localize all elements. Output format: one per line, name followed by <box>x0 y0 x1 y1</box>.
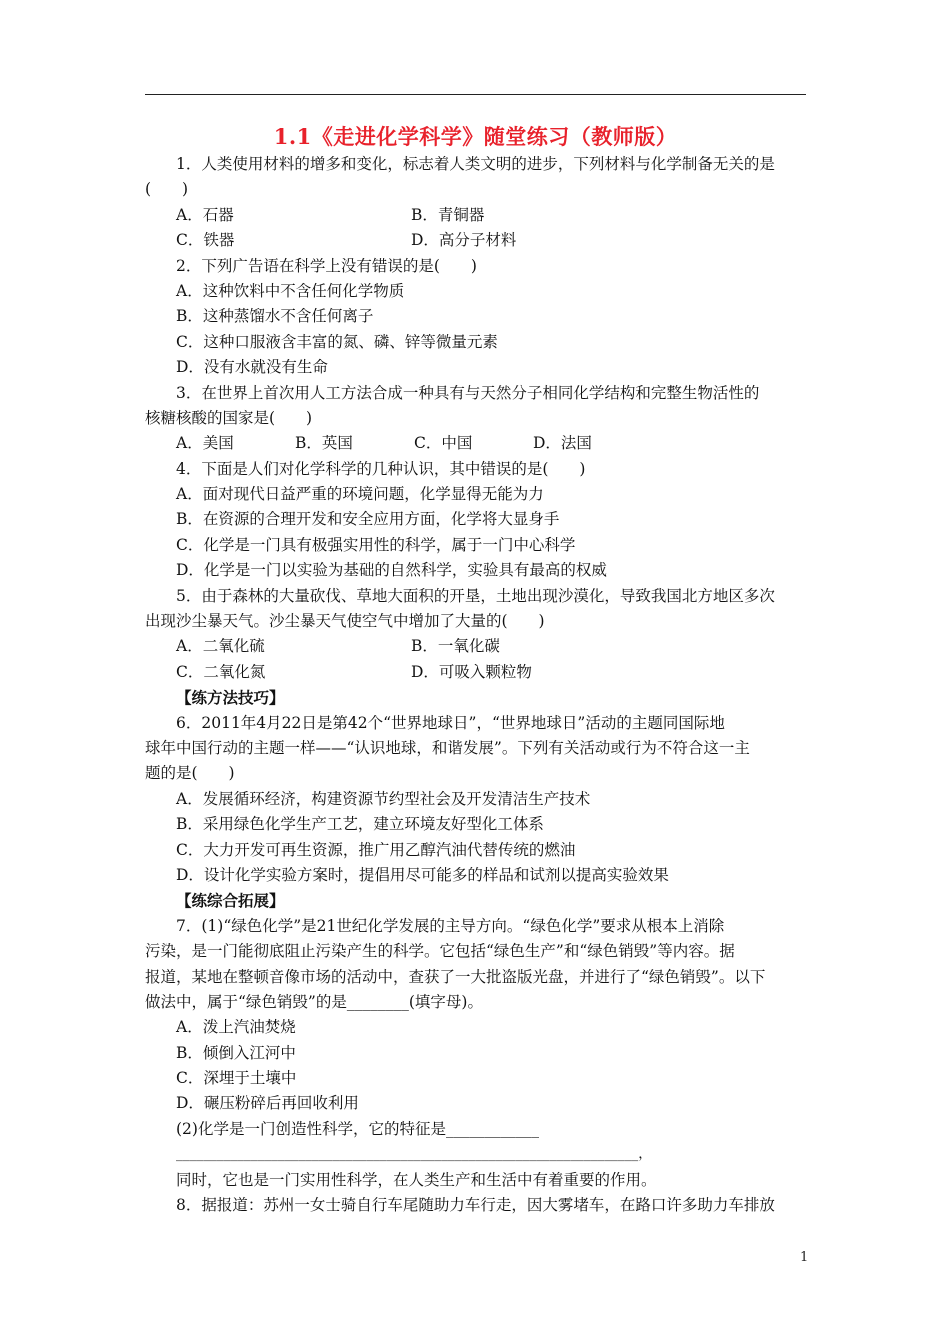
option-c: C．大力开发可再生资源，推广用乙醇汽油代替传统的燃油 <box>176 840 576 859</box>
option-c: C．二氧化氮 <box>176 662 266 681</box>
option-b: B．采用绿色化学生产工艺，建立环境友好型化工体系 <box>176 815 544 834</box>
question-stem: 4．下面是人们对化学科学的几种认识，其中错误的是( ) <box>176 459 586 478</box>
question-stem: 5．由于森林的大量砍伐、草地大面积的开垦，土地出现沙漠化，导致我国北方地区多次 <box>176 586 775 605</box>
question-2 <box>145 254 806 381</box>
option-c: C．这种口服液含丰富的氮、磷、锌等微量元素 <box>176 332 498 351</box>
question-4 <box>145 457 806 584</box>
option-row <box>145 228 806 253</box>
question-stem: 污染，是一门能彻底阻止污染产生的科学。它包括“绿色生产”和“绿色销毁”等内容。据 <box>145 942 735 961</box>
question-stem: 报道，某地在整顿音像市场的活动中，查获了一大批盗版光盘，并进行了“绿色销毁”。以下 <box>145 967 766 986</box>
question-6 <box>145 711 806 889</box>
option-a: A．发展循环经济，构建资源节约型社会及开发清洁生产技术 <box>176 789 591 808</box>
option-a: A．二氧化硫 <box>176 637 265 656</box>
question-stem: 题的是( ) <box>145 764 235 783</box>
option-row <box>145 660 806 685</box>
option-c: C．铁器 <box>176 231 235 250</box>
answer-blank: ____________________________________________________________________， <box>176 1146 652 1163</box>
option-b: B．这种蒸馏水不含任何离子 <box>176 307 374 326</box>
question-stem: 8．据报道：苏州一女士骑自行车尾随助力车行走，因大雾堵车，在路口许多助力车排放 <box>176 1196 775 1215</box>
question-1 <box>145 152 806 254</box>
option-row <box>145 431 806 456</box>
section-heading: 【练综合拓展】 <box>176 891 285 911</box>
option-a: A．这种饮料中不含任何化学物质 <box>176 281 405 300</box>
question-stem: 同时，它也是一门实用性科学，在人类生产和生活中有着重要的作用。 <box>176 1170 657 1189</box>
option-a: A．石器 <box>176 205 234 224</box>
option-a: A．面对现代日益严重的环境问题，化学显得无能为力 <box>176 485 544 504</box>
section-heading: 【练方法技巧】 <box>176 688 285 708</box>
page-number: 1 <box>800 1250 809 1265</box>
option-c: C．化学是一门具有极强实用性的科学，属于一门中心科学 <box>176 535 576 554</box>
question-8 <box>145 1193 806 1218</box>
option-b: B．在资源的合理开发和安全应用方面，化学将大显身手 <box>176 510 560 529</box>
question-5 <box>145 584 806 686</box>
question-stem: 1．人类使用材料的增多和变化，标志着人类文明的进步，下列材料与化学制备无关的是 <box>176 155 775 173</box>
question-stem: 3．在世界上首次用人工方法合成一种具有与天然分子相同化学结构和完整生物活性的 <box>176 383 760 402</box>
option-b: B．英国 <box>295 434 353 453</box>
option-d: D．设计化学实验方案时，提倡用尽可能多的样品和试剂以提高实验效果 <box>176 865 669 884</box>
question-stem: 出现沙尘暴天气。沙尘暴天气使空气中增加了大量的( ) <box>145 612 545 631</box>
question-stem: 做法中，属于“绿色销毁”的是________(填字母)。 <box>145 992 483 1011</box>
document-body <box>145 152 806 1218</box>
option-d: D．可吸入颗粒物 <box>411 662 532 681</box>
question-3 <box>145 381 806 457</box>
question-stem: 7．(1)“绿色化学”是21世纪化学发展的主导方向。“绿色化学”要求从根本上消除 <box>176 916 725 935</box>
option-row <box>145 634 806 659</box>
question-7 <box>145 914 806 1193</box>
option-d: D．碾压粉碎后再回收利用 <box>176 1094 359 1113</box>
option-row <box>145 203 806 228</box>
option-c: C．深埋于土壤中 <box>176 1069 297 1088</box>
option-a: A．美国 <box>176 434 234 453</box>
question-stem: 核糖核酸的国家是( ) <box>145 408 313 427</box>
option-b: B．倾倒入江河中 <box>176 1043 296 1062</box>
option-c: C．中国 <box>414 434 473 453</box>
header-rule <box>145 94 806 95</box>
option-b: B．一氧化碳 <box>411 637 500 656</box>
option-b: B．青铜器 <box>411 205 485 224</box>
option-d: D．化学是一门以实验为基础的自然科学，实验具有最高的权威 <box>176 561 607 580</box>
question-stem: 6．2011年4月22日是第42个“世界地球日”，“世界地球日”活动的主题同国际地 <box>176 713 725 732</box>
question-stem: ( ) <box>145 180 189 199</box>
option-a: A．泼上汽油焚烧 <box>176 1018 296 1037</box>
page-title: 1.1《走进化学科学》随堂练习（教师版） <box>273 124 678 149</box>
option-d: D．没有水就没有生命 <box>176 358 328 377</box>
option-d: D．高分子材料 <box>411 231 517 250</box>
option-d: D．法国 <box>533 434 592 453</box>
question-stem: 球年中国行动的主题一样——“认识地球，和谐发展”。下列有关活动或行为不符合这一主 <box>145 738 750 757</box>
question-stem: (2)化学是一门创造性科学，它的特征是____________ <box>176 1119 539 1138</box>
question-stem: 2．下列广告语在科学上没有错误的是( ) <box>176 256 477 275</box>
